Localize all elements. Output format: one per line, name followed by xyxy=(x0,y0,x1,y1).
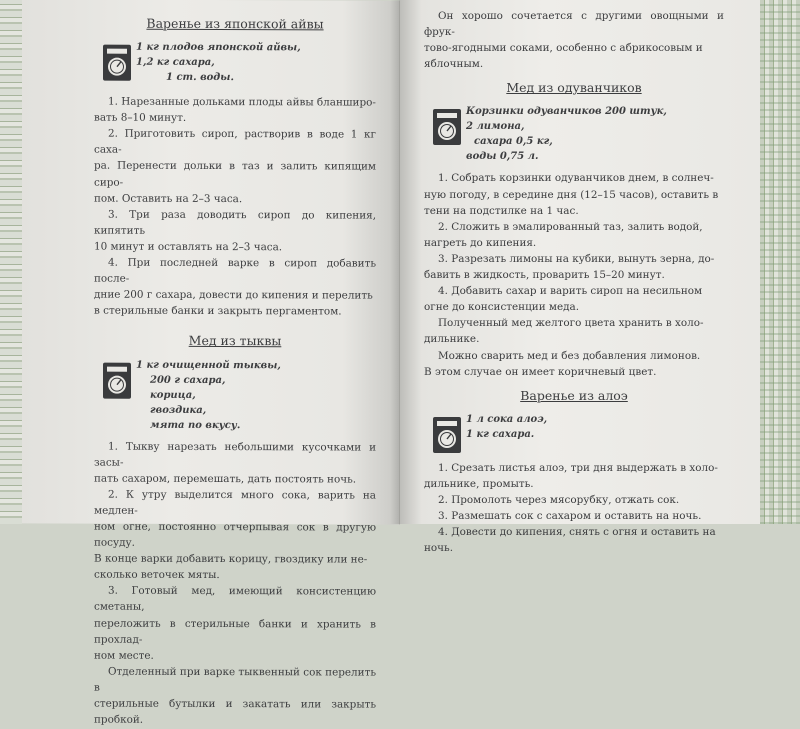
kitchen-scale-icon xyxy=(102,361,132,399)
ingredient-line: 1 кг плодов японской айвы, xyxy=(136,41,301,54)
intro-line: тово-ягодными соками, особенно с абрикосовым и xyxy=(424,42,703,55)
step-line: нагреть до кипения. xyxy=(424,236,537,249)
recipe-title: Варенье из алоэ xyxy=(520,387,628,403)
step-line: дильнике. xyxy=(424,333,480,346)
step-line: 3. Разрезать лимоны на кубики, вынуть зерна, до- xyxy=(438,252,715,265)
step-line: 1. Нарезанные дольками плоды айвы бланширо- xyxy=(108,95,376,109)
step-line: 2. Промолоть через мясорубку, отжать сок. xyxy=(438,493,680,506)
step-line: 3. Готовый мед, имеющий консистенцию сметаны, xyxy=(94,584,376,614)
step-line: 1. Тыкву нарезать небольшими кусочками и засы- xyxy=(94,440,376,469)
step-line: Отделенный при варке тыквенный сок перелить в xyxy=(94,665,376,694)
step-line: переложить в стерильные банки и хранить в прохлад- xyxy=(94,617,376,646)
step-line: огне до консистенции меда. xyxy=(424,301,580,314)
ingredient-line: 1 л сока алоэ, xyxy=(466,413,548,425)
left-page xyxy=(22,0,400,726)
ingredient-line: 1 кг сахара. xyxy=(466,428,535,440)
step-line: 2. К утру выделится много сока, варить на медлен- xyxy=(94,488,376,517)
kitchen-scale-icon xyxy=(102,44,132,82)
ingredient-line: 200 г сахара, xyxy=(150,374,226,386)
step-line: 4. Добавить сахар и варить сироп на несильном xyxy=(438,285,703,298)
step-line: 4. При последней варке в сироп добавить после- xyxy=(94,256,376,285)
recipe-title: Мед из тыквы xyxy=(188,333,282,349)
ingredient-line: корица, xyxy=(150,389,196,401)
step-line: 3. Размешать сок с сахаром и оставить на ночь. xyxy=(438,510,702,523)
ingredient-line: 1,2 кг сахара, xyxy=(136,56,215,69)
step-line: дильнике, промыть. xyxy=(424,477,534,490)
step-line: стерильные бутылки и закатать или закрыть пробкой. xyxy=(94,697,376,726)
recipe-title: Варенье из японской айвы xyxy=(146,15,324,32)
kitchen-scale-icon xyxy=(432,108,462,146)
recipe-title: Мед из одуванчиков xyxy=(506,80,642,96)
step-line: пать сахаром, перемешать, дать постоять ночь. xyxy=(94,472,357,486)
step-line: ную погоду, в середине дня (12–15 часов), оставить в xyxy=(424,188,719,201)
tablecloth-right xyxy=(760,0,800,524)
step-line: ном огне, постоянно отчерпывая сок в другую посуду. xyxy=(94,520,376,549)
step-line: ном месте. xyxy=(94,649,154,662)
ingredient-line: гвоздика, xyxy=(150,404,207,416)
step-line: вать 8–10 минут. xyxy=(94,111,187,125)
ingredient-line: сахара 0,5 кг, xyxy=(474,136,553,148)
step-line: бавить в жидкость, проварить 15–20 минут. xyxy=(424,269,665,282)
ingredients-block xyxy=(424,412,724,454)
tablecloth-left xyxy=(0,0,22,524)
step-line: 3. Три раза доводить сироп до кипения, кипятить xyxy=(94,208,376,237)
ingredient-line: Корзинки одуванчиков 200 штук, xyxy=(466,106,667,118)
ingredients-block xyxy=(94,357,376,433)
step-line: Полученный мед желтого цвета хранить в холо- xyxy=(438,317,704,330)
step-line: пом. Оставить на 2–3 часа. xyxy=(94,192,243,205)
ingredients-block xyxy=(94,40,376,89)
step-line: 2. Сложить в эмалированный таз, залить водой, xyxy=(438,220,703,233)
step-line: 1. Собрать корзинки одуванчиков днем, в солнеч- xyxy=(438,172,714,185)
intro-line: Он хорошо сочетается с другими овощными и фрук- xyxy=(424,10,724,39)
ingredients-block xyxy=(424,104,724,164)
ingredient-line: 1 кг очищенной тыквы, xyxy=(136,359,281,371)
left-page-content xyxy=(94,10,376,729)
step-line: В этом случае он имеет коричневый цвет. xyxy=(424,365,657,378)
kitchen-scale-icon xyxy=(432,416,462,454)
step-line: 1. Срезать листья алоэ, три дня выдержать в холо- xyxy=(438,461,718,474)
step-line: 4. Довести до кипения, снять с огня и оставить на xyxy=(438,526,716,539)
step-line: дние 200 г сахара, довести до кипения и перелить xyxy=(94,288,373,302)
step-line: тени на подстилке на 1 час. xyxy=(424,204,579,217)
right-page-content xyxy=(424,8,724,556)
intro-line: яблочным. xyxy=(424,58,484,71)
step-line: сколько веточек мяты. xyxy=(94,568,220,582)
step-line: В конце варки добавить корицу, гвоздику или не- xyxy=(94,552,368,566)
step-line: pa. Перенести дольки в таз и залить кипящим сиро- xyxy=(94,160,376,189)
right-page xyxy=(400,0,760,555)
step-line: 2. Приготовить сироп, растворив в воде 1 кг caxa- xyxy=(94,127,376,157)
step-line: в стерильные банки и закрыть пергаментом. xyxy=(94,304,342,318)
step-line: ночь. xyxy=(424,542,454,555)
step-line: Можно сварить мед и без добавления лимонов. xyxy=(438,349,701,362)
ingredient-line: мята по вкусу. xyxy=(150,419,241,431)
ingredient-line: 2 лимона, xyxy=(466,121,525,133)
step-line: 10 минут и оставлять на 2–3 часа. xyxy=(94,240,283,254)
ingredient-line: 1 ст. воды. xyxy=(166,71,234,84)
ingredient-line: воды 0,75 л. xyxy=(466,151,539,163)
